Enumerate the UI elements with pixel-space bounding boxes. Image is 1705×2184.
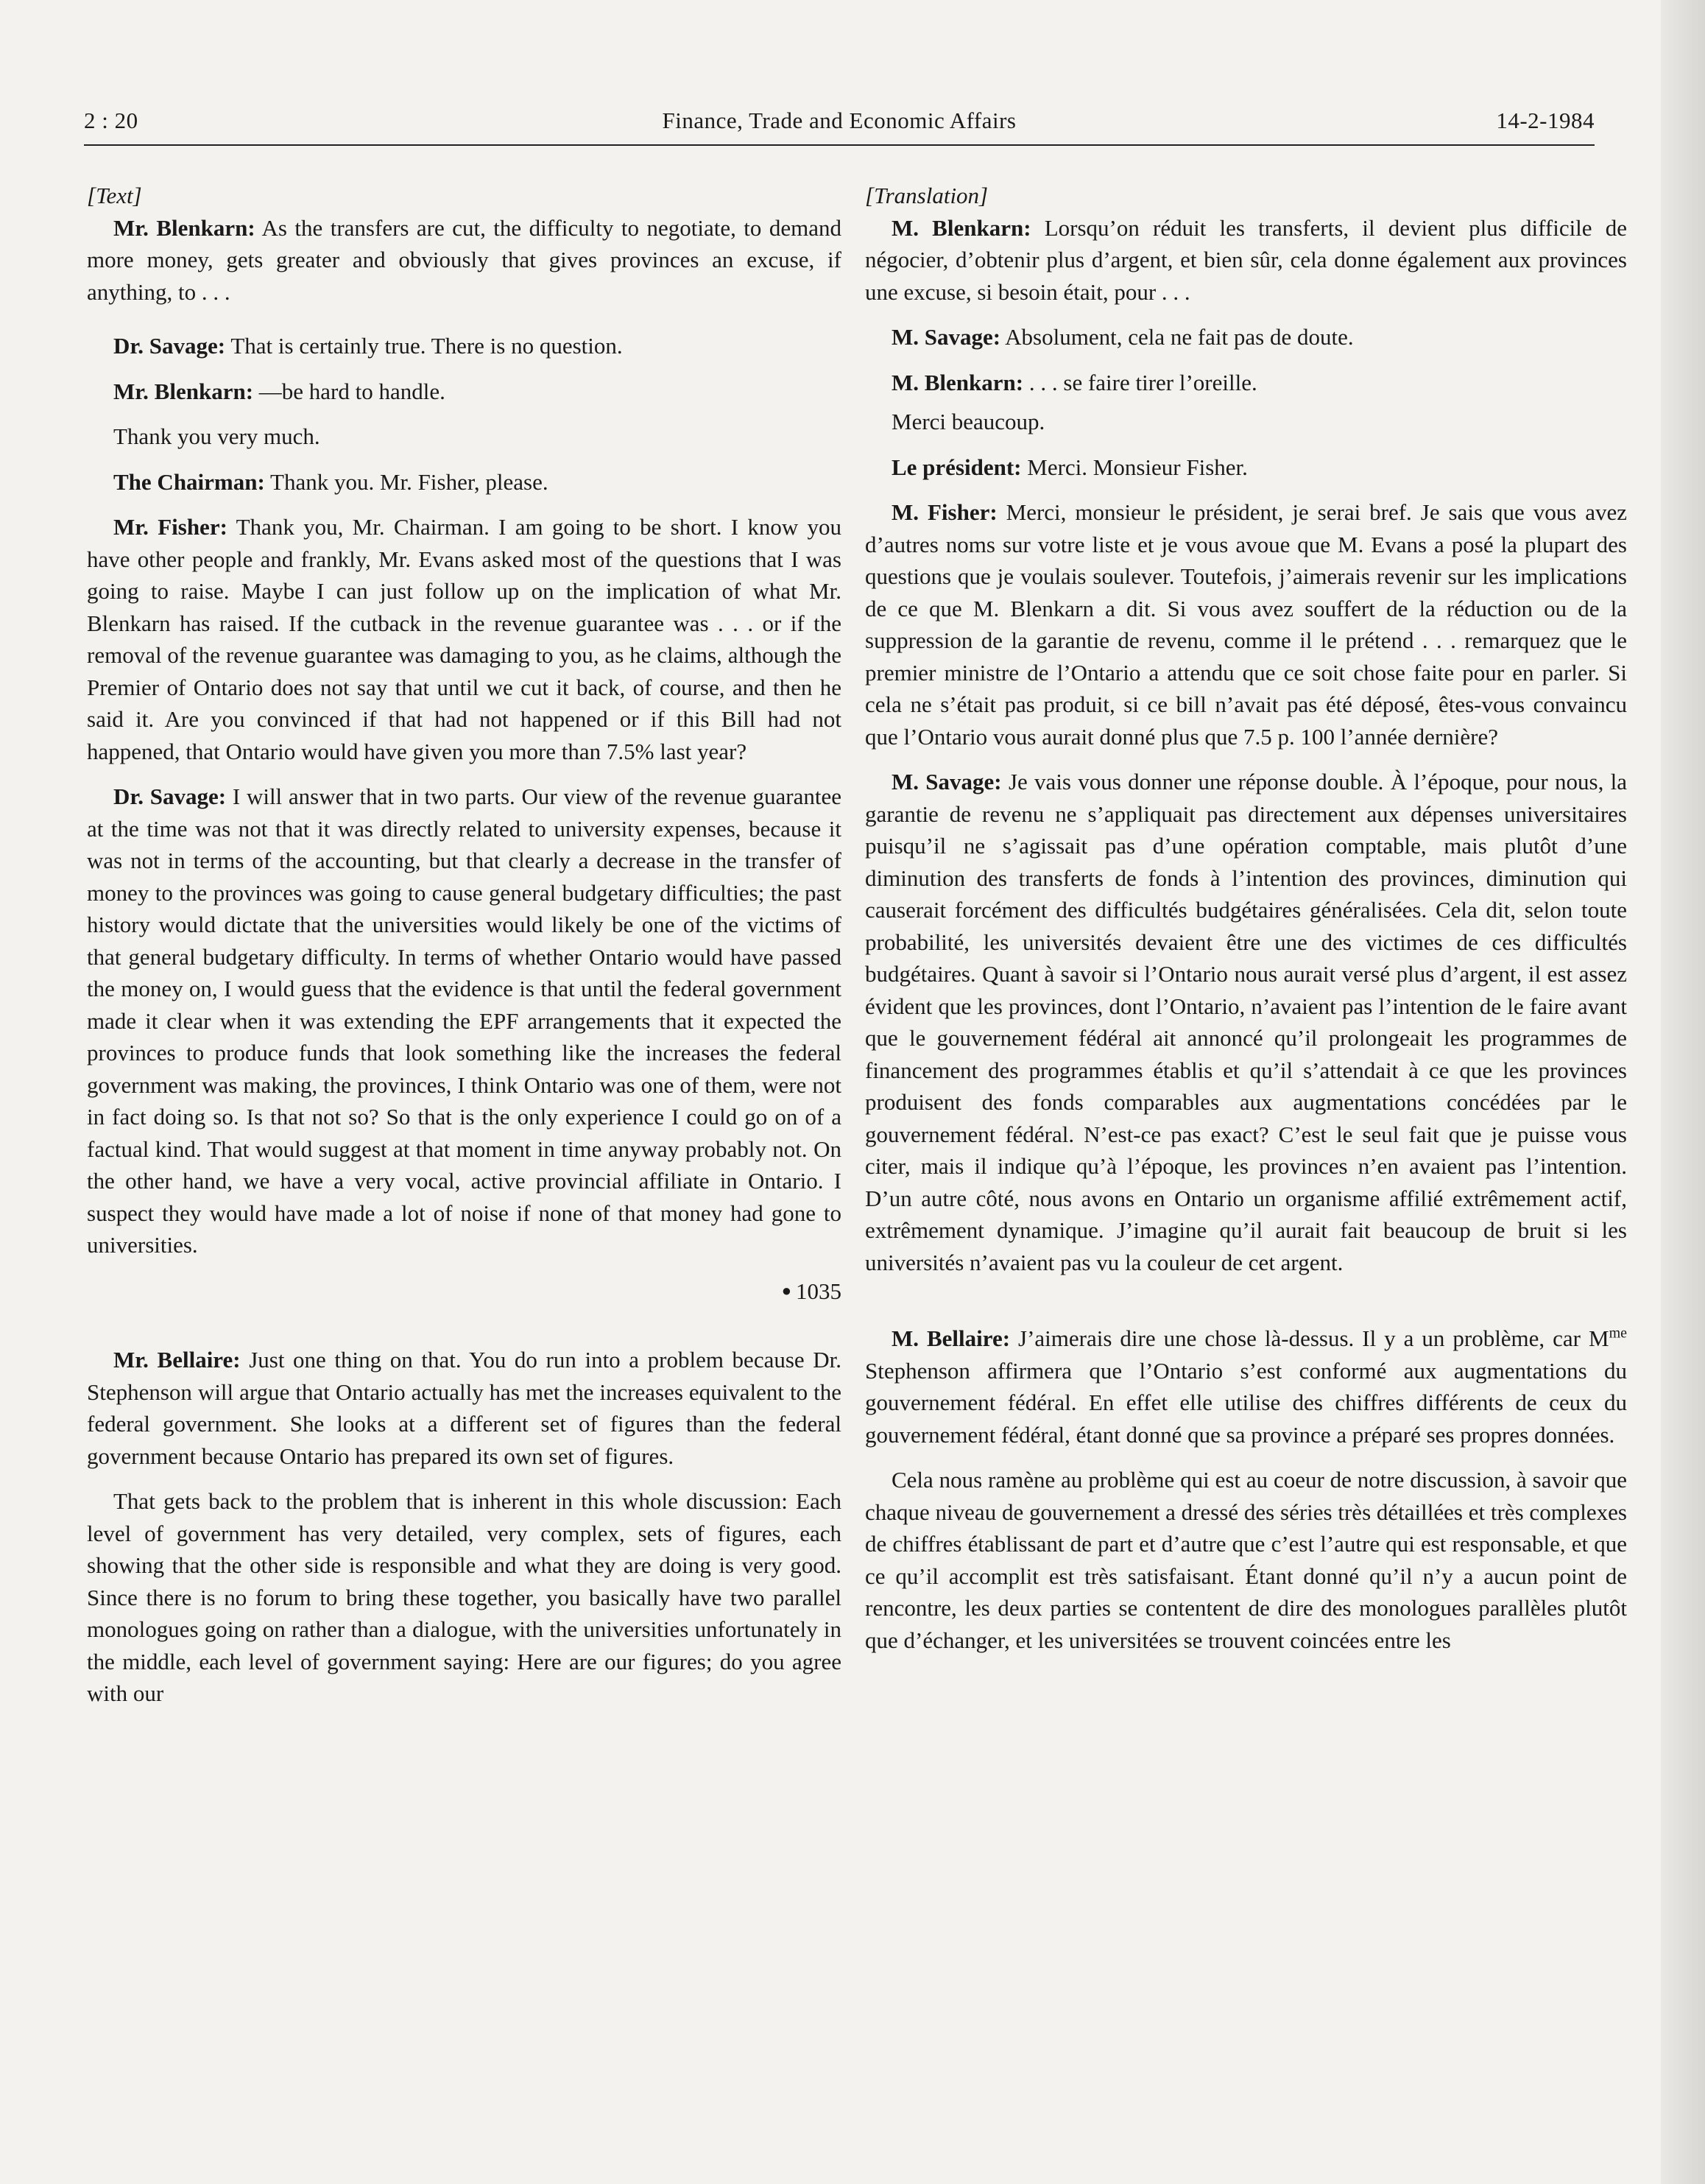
- paragraph: [87, 1344, 841, 1472]
- speech-text: —be hard to handle.: [258, 378, 445, 404]
- speaker-name: The Chairman:: [113, 468, 265, 495]
- bullet-icon: ●: [781, 1281, 791, 1300]
- page-header: [84, 108, 1595, 143]
- speech-text: . . . se faire tirer l’oreille.: [1028, 369, 1257, 395]
- page-date: 14-2-1984: [1496, 108, 1595, 133]
- paragraph: [87, 781, 841, 1261]
- speech-text: Thank you very much.: [113, 423, 320, 449]
- speech-text: I will answer that in two parts. Our view of the revenue guarantee at the time was not that it was directly related to university expenses, because it was not in terms of the accounting, but that clearly a decrease in the transfer of money to the provinces was going to cause general budgetary difficulties; the past history would dictate that the universities would likely be one of the victims of that general budgetary difficulty. In terms of whether Ontario would have passed the money on, I would guess that the evidence is that until the federal government made it clear when it was extending the EPF arrangements that it expected the provinces to produce funds that look something like the increases the federal government was making, the provinces, I think Ontario was one of them, were not in fact doing so. Is that not so? So that is the only experience I could go on of a factual kind. That would suggest at that moment in time anyway probably not. On the other hand, we have a very vocal, active provincial affiliate in Ontario. I suspect they would have made a lot of noise if none of that money had gone to universities.: [87, 783, 841, 1258]
- paragraph: [87, 420, 841, 453]
- speaker-name: M. Blenkarn:: [892, 214, 1031, 241]
- paragraph: [87, 212, 841, 309]
- speech-text: As the transfers are cut, the difficulty to negotiate, to demand more money, gets greater and obviously that gives provinces an excuse, if anything, to . . .: [87, 214, 841, 305]
- speech-text: Je vais vous donner une réponse double. À l’époque, pour nous, la garantie de revenu ne s’appliquait pas directement aux dépenses universitaires puisqu’il ne s’agissait pas d’une opération comptable, mais plutôt d’une diminution des transferts de fonds à l’intention des provinces, diminution qui causerait forcément des difficultés budgétaires généralisées. Cela dit, selon toute probabilité, les universités devaient être une des victimes de ces difficultés budgétaires. Quant à savoir si l’Ontario nous aurait versé plus d’argent, il est assez évident que les provinces, dont l’Ontario, n’avaient pas l’intention de le faire avant que le gouvernement fédéral ait annoncé qu’il prolongeait les programmes de financement des programmes établis et qu’il s’attendait à ce que les provinces produisent des fonds comparables aux augmentations concédées par le gouvernement fédéral. N’est-ce pas exact? C’est le seul fait que je puisse vous citer, mais il indique qu’à l’époque, les provinces n’en avaient pas l’intention. D’un autre côté, nous avons en Ontario un organisme affilié extrêmement actif, extrêmement dynamique. J’imagine qu’il aurait fait beaucoup de bruit si les universités n’avaient pas vu la couleur de cet argent.: [865, 769, 1627, 1275]
- paragraph: [87, 376, 841, 408]
- speaker-name: Dr. Savage:: [113, 783, 227, 809]
- paragraph: [865, 451, 1627, 484]
- speech-text: Lorsqu’on réduit les transferts, il devient plus difficile de négocier, d’obtenir plus d’argent, et bien sûr, cela donne également aux provinces une excuse, si besoin était, pour . . .: [865, 214, 1627, 305]
- paragraph: [87, 511, 841, 767]
- paragraph: [87, 330, 841, 362]
- running-title: Finance, Trade and Economic Affairs: [662, 108, 1017, 133]
- paragraph: [865, 496, 1627, 753]
- speaker-name: M. Bellaire:: [892, 1325, 1011, 1351]
- speaker-name: Dr. Savage:: [113, 333, 226, 359]
- speaker-name: M. Blenkarn:: [892, 369, 1024, 395]
- time-marker: [87, 1275, 841, 1308]
- speaker-name: M. Savage:: [892, 324, 1001, 350]
- paragraph: [865, 367, 1627, 399]
- speech-text: Absolument, cela ne fait pas de doute.: [1005, 324, 1354, 350]
- paragraph: [865, 321, 1627, 353]
- paragraph: [865, 406, 1627, 438]
- speech-text: Thank you, Mr. Chairman. I am going to be short. I know you have other people and frankly, Mr. Evans asked most of the questions that I was going to raise. Maybe I can just follow up on the implication of what Mr. Blenkarn has raised. If the cutback in the revenue guarantee was . . . or if the removal of the revenue guarantee was damaging to you, as he claims, although the Premier of Ontario does not say that until we cut it back, of course, and then he said it. Are you convinced if that had not happened or if this Bill had not happened, that Ontario would have given you more than 7.5% last year?: [87, 514, 841, 764]
- speech-text: That gets back to the problem that is inherent in this whole discussion: Each level of government has very detailed, very complex, sets of figures, each showing that the other side is responsible and what they are doing is very good. Since there is no forum to bring these together, you basically have two parallel monologues going on rather than a dialogue, with the universities unfortunately in the middle, each level of government saying: Here are our figures; do you agree with our: [87, 1488, 841, 1706]
- speaker-name: M. Fisher:: [892, 499, 998, 525]
- speech-text: Merci, monsieur le président, je serai bref. Je sais que vous avez d’autres noms sur votre liste et je vous avoue que M. Evans a posé la plupart des questions que je voulais soulever. Toutefois, j’aimerais revenir sur les implications de ce que M. Blenkarn a dit. Si vous avez souffert de la réduction ou de la suppression de la garantie de revenu, comme il le prétend . . . remarquez que le premier ministre de l’Ontario a attendu que ce soit chose faite pour en parler. Si cela ne s’était pas produit, si ce bill n’avait pas été déposé, êtes-vous convaincu que l’Ontario vous aurait donné plus que 7.5 p. 100 l’année dernière?: [865, 499, 1628, 750]
- column-label: [Translation]: [865, 183, 989, 208]
- column-english: [87, 180, 841, 1723]
- speech-text: Merci beaucoup.: [892, 409, 1045, 434]
- paragraph: [87, 1485, 841, 1710]
- speech-text: J’aimerais dire une chose là-dessus. Il y a un problème, car M: [1018, 1325, 1609, 1351]
- speaker-name: Mr. Blenkarn:: [113, 214, 255, 241]
- header-rule: [84, 144, 1595, 146]
- column-french: [865, 180, 1627, 1669]
- paragraph: [865, 766, 1627, 1278]
- speech-text: Stephenson affirmera que l’Ontario s’est conformé aux augmentations du gouvernement fédéral. En effet elle utilise des chiffres différents de ceux du gouvernement fédéral, étant donné que sa province a préparé ses propres données.: [865, 1357, 1627, 1448]
- speaker-name: Mr. Blenkarn:: [113, 378, 254, 404]
- paragraph: [865, 1322, 1627, 1451]
- paragraph: [87, 466, 841, 499]
- speech-text: Thank you. Mr. Fisher, please.: [270, 468, 548, 495]
- superscript: me: [1609, 1325, 1627, 1342]
- speaker-name: Mr. Bellaire:: [113, 1347, 241, 1373]
- paragraph: [865, 212, 1627, 309]
- page-number: 2 : 20: [84, 108, 138, 133]
- paragraph: [865, 1464, 1627, 1656]
- speech-text: Just one thing on that. You do run into a problem because Dr. Stephenson will argue that Ontario actually has met the increases equivalent to the federal government. She looks at a different set of figures than the federal government because Ontario has prepared its own set of figures.: [87, 1347, 842, 1469]
- speech-text: That is certainly true. There is no question.: [230, 333, 623, 359]
- speaker-name: Le président:: [892, 454, 1022, 480]
- speech-text: Cela nous ramène au problème qui est au coeur de notre discussion, à savoir que chaque niveau de gouvernement a dressé des séries très détaillées et très complexes de chiffres établissant de part et d’autre que c’est l’autre qui est responsable, et que ce qu’il accomplit est très satisfaisant. Étant donné qu’il n’y a aucun point de rencontre, les deux parties se contentent de dire des monologues parallèles plutôt que d’échanger, et les universitées se trouvent coincées entre les: [865, 1467, 1627, 1653]
- speaker-name: M. Savage:: [892, 769, 1002, 795]
- time-marker-text: 1035: [796, 1278, 841, 1304]
- speaker-name: Mr. Fisher:: [113, 514, 227, 540]
- speech-text: Merci. Monsieur Fisher.: [1027, 454, 1248, 480]
- column-label: [Text]: [87, 183, 142, 208]
- page-edge: [1661, 0, 1705, 2184]
